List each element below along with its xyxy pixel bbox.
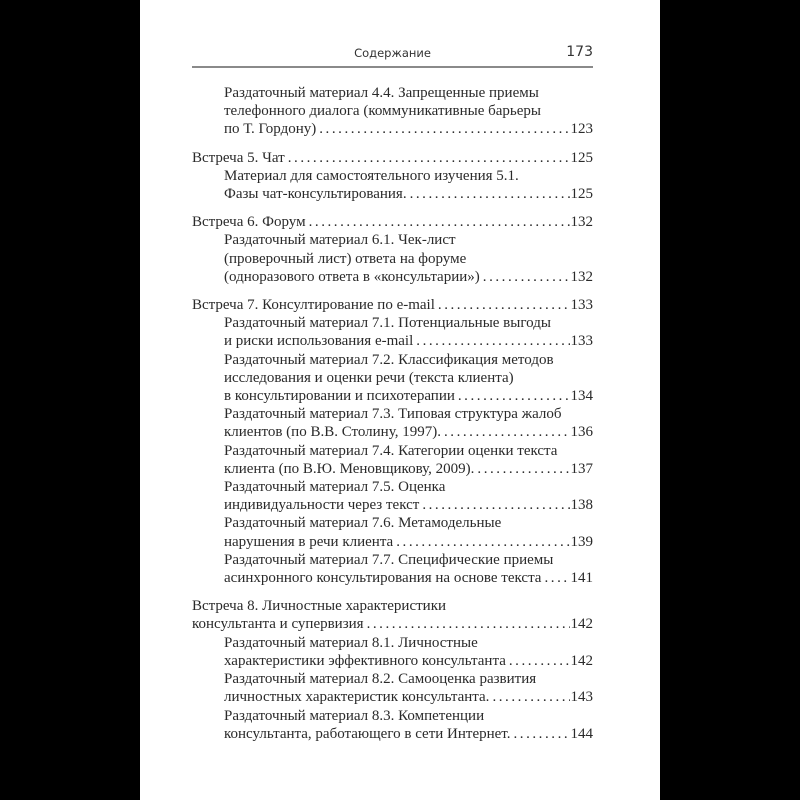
dot-leader	[477, 460, 569, 478]
toc-entry-line	[224, 314, 593, 332]
toc-chapter-entry	[192, 149, 593, 167]
toc-entry-line	[192, 296, 593, 314]
toc-entry-line	[224, 167, 593, 185]
dot-leader	[416, 332, 569, 350]
toc-subentry	[192, 167, 593, 203]
toc-entry-line	[224, 351, 593, 369]
toc-entry-text: Раздаточный материал 6.1. Чек-лист	[224, 232, 456, 249]
toc-entry-line	[192, 149, 593, 167]
toc-entry-text: Раздаточный материал 7.5. Оценка	[224, 479, 446, 496]
toc-entry-text: клиентов (по В.В. Столину, 1997).	[224, 424, 441, 441]
toc-entry-line	[224, 442, 593, 460]
toc-subentry	[192, 514, 593, 550]
toc-entry-line	[224, 514, 593, 532]
toc-subentry	[192, 442, 593, 478]
toc-entry-text: Раздаточный материал 8.1. Личностные	[224, 634, 478, 651]
toc-entry-line	[224, 670, 593, 688]
toc-entry-text: Раздаточный материал 4.4. Запрещенные приемы	[224, 85, 539, 101]
table-of-contents	[192, 84, 593, 743]
dot-leader	[319, 120, 569, 138]
toc-entry-text: асинхронного консультирования на основе текста	[224, 570, 542, 587]
toc-entry-line	[192, 615, 593, 633]
toc-chapter-entry	[192, 213, 593, 231]
toc-subentry	[192, 314, 593, 350]
toc-entry-line	[224, 533, 593, 551]
toc-entry-text: Встреча 8. Личностные характеристики	[192, 598, 447, 615]
toc-entry-line	[224, 369, 593, 387]
dot-leader	[288, 149, 570, 167]
toc-entry-text: Раздаточный материал 7.1. Потенциальные выгоды	[224, 315, 551, 332]
dot-leader	[438, 296, 570, 314]
toc-page-number: 143	[570, 689, 593, 706]
toc-entry-text: Материал для самостоятельного изучения 5.1.	[224, 167, 519, 184]
toc-entry-line	[224, 405, 593, 423]
toc-entry-line	[224, 460, 593, 478]
toc-entry-line	[224, 725, 593, 743]
toc-entry-text: Раздаточный материал 8.3. Компетенции	[224, 707, 485, 724]
toc-entry-line	[224, 102, 593, 120]
toc-subentry	[192, 634, 593, 670]
toc-entry-text: личностных характеристик консультанта.	[224, 689, 490, 706]
toc-entry-line	[224, 634, 593, 652]
running-header	[192, 44, 593, 68]
toc-entry-line	[224, 569, 593, 587]
toc-entry-text: характеристики эффективного консультанта	[224, 652, 506, 669]
toc-entry-text: Раздаточный материал 7.2. Классификация методов	[224, 351, 554, 368]
toc-entry-text: в консультировании и психотерапии	[224, 388, 455, 405]
toc-entry-line	[224, 496, 593, 514]
toc-entry-line	[224, 387, 593, 405]
toc-entry-text: Встреча 7. Консултирование по e-mail	[192, 297, 435, 314]
dot-leader	[513, 725, 569, 743]
toc-entry-line	[224, 707, 593, 725]
toc-subentry	[192, 478, 593, 514]
toc-entry-text: Фазы чат-консультирования.	[224, 186, 407, 203]
dot-leader	[422, 496, 569, 514]
toc-entry-text: нарушения в речи клиента	[224, 533, 394, 550]
toc-chapter-entry	[192, 597, 593, 633]
dot-leader	[444, 423, 570, 441]
toc-entry-text: индивидуальности через текст	[224, 497, 420, 514]
toc-page-number: 144	[570, 725, 593, 742]
toc-entry-line	[224, 185, 593, 203]
toc-entry-text: по Т. Гордону)	[224, 121, 317, 138]
dot-leader	[509, 652, 570, 670]
toc-entry-line	[192, 597, 593, 615]
toc-entry-line	[224, 652, 593, 670]
toc-entry-text: Встреча 5. Чат	[192, 149, 285, 166]
dot-leader	[367, 615, 570, 633]
toc-entry-text: консультанта и супервизия	[192, 616, 364, 633]
toc-page-number: 132	[570, 214, 593, 231]
toc-entry-line	[224, 231, 593, 249]
dot-leader	[396, 533, 569, 551]
toc-page-number: 133	[570, 333, 593, 350]
toc-entry-line	[224, 84, 593, 102]
toc-page-number: 125	[570, 149, 593, 166]
toc-entry-text: и риски использования e-mail	[224, 333, 414, 350]
toc-entry-text: Раздаточный материал 7.4. Категории оценки текста	[224, 442, 558, 459]
toc-entry-text: исследования и оценки речи (текста клиента)	[224, 369, 514, 386]
toc-subentry	[192, 551, 593, 587]
toc-page-number: 136	[570, 424, 593, 441]
book-page	[140, 0, 660, 800]
toc-entry-text: клиента (по В.Ю. Меновщикову, 2009).	[224, 460, 475, 477]
toc-subentry	[192, 351, 593, 406]
toc-entry-line	[224, 688, 593, 706]
toc-entry-text: (одноразового ответа в «консультарии»)	[224, 268, 480, 285]
toc-chapter-entry	[192, 296, 593, 314]
toc-entry-line	[224, 478, 593, 496]
toc-entry-line	[224, 250, 593, 268]
toc-page-number: 139	[570, 533, 593, 550]
dot-leader	[492, 688, 569, 706]
toc-subentry	[192, 84, 593, 139]
toc-subentry	[192, 707, 593, 743]
dot-leader	[410, 185, 570, 203]
toc-entry-text: консультанта, работающего в сети Интернет.	[224, 725, 511, 742]
running-header-title: Содержание	[354, 46, 431, 60]
dot-leader	[309, 213, 570, 231]
toc-page-number: 142	[570, 616, 593, 633]
toc-page-number: 125	[570, 186, 593, 203]
toc-entry-line	[224, 120, 593, 138]
toc-subentry	[192, 670, 593, 706]
toc-page-number: 141	[570, 570, 593, 587]
toc-entry-text: (проверочный лист) ответа на форуме	[224, 250, 467, 267]
dot-leader	[483, 268, 570, 286]
toc-subentry	[192, 231, 593, 286]
toc-entry-text: Раздаточный материал 7.7. Специфические приемы	[224, 551, 554, 568]
toc-page-number: 132	[570, 268, 593, 285]
toc-page-number: 142	[570, 652, 593, 669]
toc-entry-text: телефонного диалога (коммуникативные барьеры	[224, 103, 541, 120]
dot-leader	[544, 569, 569, 587]
toc-subentry	[192, 405, 593, 441]
toc-page-number: 133	[570, 297, 593, 314]
page-number: 173	[566, 44, 593, 60]
toc-page-number: 123	[570, 121, 593, 138]
toc-entry-line	[224, 268, 593, 286]
toc-entry-line	[224, 551, 593, 569]
toc-entry-text: Раздаточный материал 7.6. Метамодельные	[224, 515, 502, 532]
toc-page-number: 137	[570, 460, 593, 477]
toc-entry-line	[224, 332, 593, 350]
toc-entry-line	[224, 423, 593, 441]
toc-entry-text: Раздаточный материал 7.3. Типовая структура жалоб	[224, 406, 562, 423]
toc-entry-text: Встреча 6. Форум	[192, 214, 306, 231]
dot-leader	[458, 387, 570, 405]
toc-entry-text: Раздаточный материал 8.2. Самооценка развития	[224, 671, 537, 688]
toc-page-number: 134	[570, 388, 593, 405]
toc-entry-line	[192, 213, 593, 231]
toc-page-number: 138	[570, 497, 593, 514]
